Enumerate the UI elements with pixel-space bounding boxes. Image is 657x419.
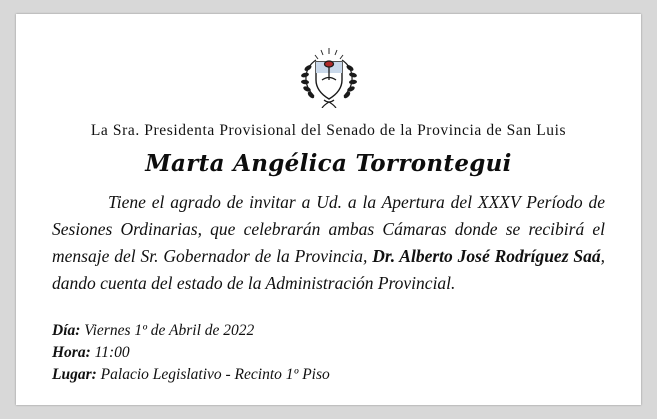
detail-time-value: 11:00 (90, 343, 130, 361)
governor-name: Dr. Alberto José Rodríguez Saá (372, 246, 601, 267)
detail-place-value: Palacio Legislativo - Recinto 1º Piso (96, 366, 330, 384)
invitation-paragraph (52, 189, 605, 298)
heading-text: La Sra. Presidenta Provisional del Senado de la Provincia de San Luis (90, 122, 567, 139)
invitation-content (52, 36, 605, 389)
invitation-card (16, 14, 641, 405)
detail-date-label: Día: (52, 321, 81, 339)
detail-place-label: Lugar: (52, 366, 97, 384)
president-name: Marta Angélica Torrontegui (145, 150, 512, 177)
coat-of-arms-icon (52, 46, 605, 108)
detail-date-value: Viernes 1º de Abril de 2022 (80, 321, 255, 339)
invitation-text-part1: Tiene el agrado de invitar a Ud. a la Apertura del XXXV Período de Sesiones Ordinarias, que celebrarán ambas Cámaras donde se recibirá el mensaje del Sr. Gobernador de la Provincia, (52, 192, 605, 267)
detail-time-label: Hora: (52, 343, 91, 361)
invitation-text-part2: , dando cuenta del estado de la Administración Provincial. (52, 246, 605, 294)
detail-date (52, 320, 605, 342)
event-details (52, 320, 605, 387)
detail-place (52, 364, 605, 386)
detail-time (52, 342, 605, 364)
